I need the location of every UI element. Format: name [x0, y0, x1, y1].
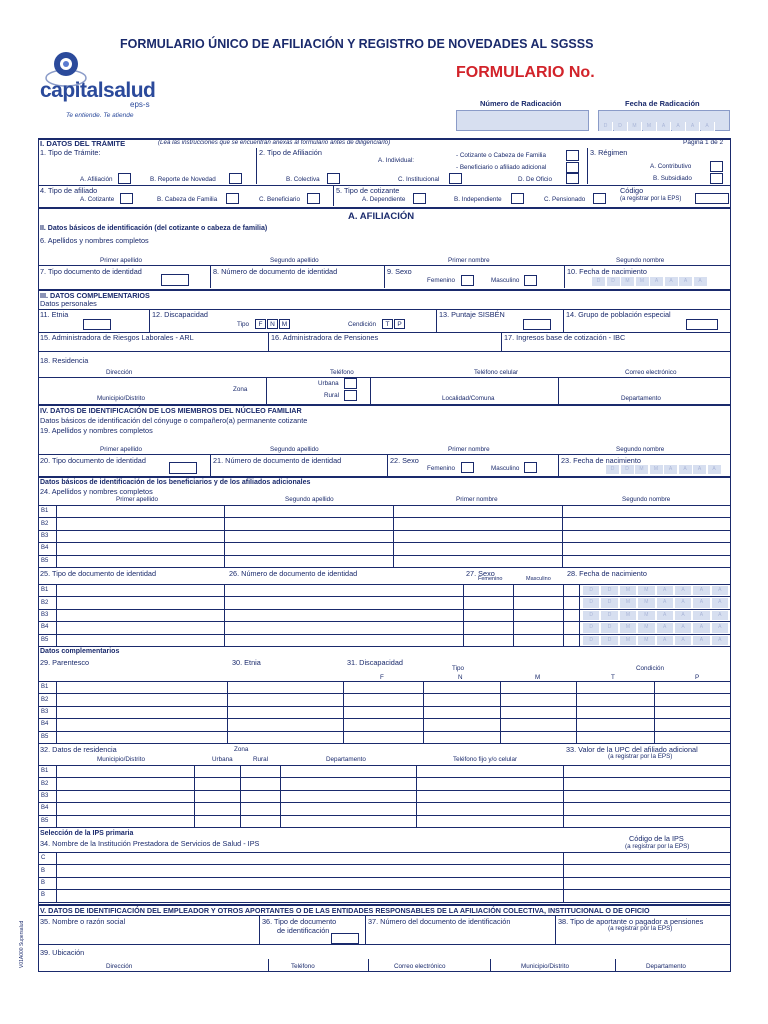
sub32-urbana: Urbana — [212, 756, 233, 763]
birth-23-date-cell[interactable]: M — [650, 465, 664, 474]
sub-telefono: Teléfono — [330, 369, 354, 376]
field-20-label: 20. Tipo documento de identidad — [40, 456, 146, 465]
field-36b-label: de identificación — [277, 926, 330, 935]
sub39-telefono: Teléfono — [291, 963, 315, 970]
field-4-label: 4. Tipo de afiliado — [40, 186, 98, 195]
sub31-n: N — [458, 674, 463, 681]
section-1-note: (Lea las instrucciones que se encuentran anexas al formulario antes de diligenciarlo) — [158, 139, 391, 146]
codigo-sublabel: (a registrar por la EPS) — [620, 196, 682, 202]
logo-tagline: Te entiende. Te atiende — [66, 112, 134, 119]
field-17-label: 17. Ingresos base de cotización - IBC — [504, 333, 626, 342]
radicacion-date-cell[interactable]: D — [599, 122, 613, 131]
row-date-cell[interactable]: M — [620, 611, 637, 620]
sub31-f: F — [380, 674, 384, 681]
sub-segundo-apellido: Segundo apellido — [270, 257, 319, 264]
sub38-registrar: (a registrar por la EPS) — [608, 925, 673, 932]
row-label: B — [41, 867, 46, 874]
radicacion-date-cell[interactable]: D — [614, 122, 628, 131]
row-label: B4 — [41, 545, 49, 552]
sub-correo: Correo electrónico — [625, 369, 677, 376]
codigo-label: Código — [620, 186, 644, 195]
zona-label: Zona — [233, 386, 248, 393]
sub24-primer-apellido: Primer apellido — [116, 496, 158, 503]
row-date-cell[interactable]: M — [620, 586, 637, 595]
sub19-segundo-nombre: Segundo nombre — [616, 446, 665, 453]
opt-beneficiario-adicional: - Beneficiario o afiliado adicional — [456, 164, 547, 171]
afiliacion-title: A. AFILIACIÓN — [348, 211, 415, 222]
company-logo — [30, 48, 180, 124]
row-label: B3 — [41, 793, 49, 799]
page-number: Página 1 de 2 — [683, 139, 724, 146]
birth-23-date-cell[interactable]: A — [693, 465, 707, 474]
field-39-label: 39. Ubicación — [40, 948, 85, 957]
row-date-cell[interactable]: A — [693, 623, 710, 632]
row-date-cell[interactable]: A — [657, 598, 674, 607]
radicacion-date-cell[interactable]: A — [686, 122, 700, 131]
row-date-cell[interactable]: M — [620, 623, 637, 632]
birth-23-date-cell[interactable]: A — [708, 465, 722, 474]
row-date-cell[interactable]: D — [583, 611, 600, 620]
opt-cotizante: A. Cotizante — [80, 196, 115, 203]
sub24-primer-nombre: Primer nombre — [456, 496, 498, 503]
opt22-masculino: Masculino — [491, 465, 520, 472]
opt-masculino: Masculino — [491, 277, 520, 284]
row-date-cell[interactable]: D — [583, 636, 600, 645]
row-label: B4 — [41, 624, 49, 631]
sub32-departamento: Departamento — [326, 756, 366, 763]
sub-localidad: Localidad/Comuna — [442, 395, 495, 402]
field-37-label: 37. Número del documento de identificación — [368, 917, 511, 926]
field-38-label: 38. Tipo de aportante o pagador a pensiones — [558, 917, 704, 926]
field-19-label: 19. Apellidos y nombres completos — [40, 426, 153, 435]
form-frame — [38, 138, 731, 972]
field-6-label: 6. Apellidos y nombres completos — [40, 236, 149, 245]
field-21-label: 21. Número de documento de identidad — [213, 456, 342, 465]
complementarios-title: Datos complementarios — [40, 648, 120, 655]
field-14-label: 14. Grupo de población especial — [566, 310, 671, 319]
row-label: B2 — [41, 520, 49, 527]
opt-subsidiado: B. Subsidiado — [653, 175, 692, 182]
section-4-title: IV. DATOS DE IDENTIFICACIÓN DE LOS MIEMBROS DEL NÚCLEO FAMILIAR — [40, 406, 302, 415]
opt-colectiva: B. Colectiva — [286, 176, 320, 183]
disc-tipo-f[interactable]: F — [255, 319, 266, 329]
row-label: B — [41, 892, 46, 899]
disc-cond-t[interactable]: T — [382, 319, 393, 329]
row-date-cell[interactable]: D — [583, 586, 600, 595]
opt-institucional: C. Institucional — [398, 176, 440, 183]
opt-reporte-novedad: B. Reporte de Novedad — [150, 176, 216, 183]
logo-subtext: eps-s — [130, 100, 150, 109]
field-32-label: 32. Datos de residencia — [40, 745, 117, 754]
field-2-label: 2. Tipo de Afiliación — [259, 148, 322, 157]
row-label: B2 — [41, 696, 49, 703]
condicion-label: Cendición — [348, 321, 377, 328]
row-date-cell[interactable]: A — [693, 636, 710, 645]
row-label: B2 — [41, 599, 49, 606]
row-label: B1 — [41, 508, 49, 515]
beneficiarios-title: Datos básicos de identificación de los beneficiarios y de los afiliados adicionales — [40, 479, 311, 486]
sub39-correo: Correo electrónico — [394, 963, 446, 970]
birth-date-cell[interactable]: M — [621, 277, 635, 286]
field-22-label: 22. Sexo — [390, 456, 419, 465]
radicacion-date-label: Fecha de Radicación — [625, 99, 700, 108]
radicacion-date-input[interactable] — [598, 110, 730, 131]
row-date-cell[interactable]: M — [638, 598, 655, 607]
sub-municipio: Municipio/Distrito — [97, 395, 145, 402]
field-27-label: 27. Sexo — [466, 569, 495, 578]
ips-title: Selección de la IPS primaria — [40, 830, 134, 837]
sub31-condicion: Condición — [636, 665, 665, 672]
birth-date-cell[interactable]: A — [679, 277, 693, 286]
row-date-cell[interactable]: M — [638, 586, 655, 595]
row-date-cell[interactable]: A — [675, 598, 692, 607]
radicacion-date-cell[interactable]: M — [628, 122, 642, 131]
sub27-femenino: Femenino — [478, 576, 503, 582]
row-date-cell[interactable]: A — [657, 636, 674, 645]
field-34-label: 34. Nombre de la Institución Prestadora de Servicios de Salud - IPS — [40, 839, 260, 848]
row-label: B4 — [41, 805, 49, 812]
field-26-label: 26. Número de documento de identidad — [229, 569, 358, 578]
field-30-label: 30. Etnia — [232, 658, 261, 667]
row-label: B — [41, 880, 46, 886]
field-10-label: 10. Fecha de nacimiento — [567, 267, 647, 276]
field-18-label: 18. Residencia — [40, 356, 89, 365]
radicacion-number-input[interactable] — [456, 110, 589, 131]
form-number-label: FORMULARIO No. — [456, 64, 595, 81]
radicacion-date-cell[interactable]: A — [672, 122, 686, 131]
field-24-label: 24. Apellidos y nombres completos — [40, 487, 153, 496]
radicacion-date-cell[interactable]: A — [657, 122, 671, 131]
opt-rural: Rural — [324, 392, 340, 399]
row-label: C — [41, 855, 46, 862]
radicacion-number-label: Número de Radicación — [480, 99, 562, 108]
field-1-label: 1. Tipo de Trámite: — [40, 148, 101, 157]
row-date-cell[interactable]: M — [620, 636, 637, 645]
opt-contributivo: A. Contributivo — [650, 163, 692, 170]
logo-text: capitalsalud — [40, 79, 156, 102]
field-35-label: 35. Nombre o razón social — [40, 917, 126, 926]
row-date-cell[interactable]: D — [583, 623, 600, 632]
row-date-cell[interactable]: M — [638, 611, 655, 620]
row-date-cell[interactable]: A — [693, 586, 710, 595]
birth-23-date-cell[interactable]: D — [621, 465, 635, 474]
sub39-direccion: Dirección — [106, 963, 133, 970]
sub24-segundo-nombre: Segundo nombre — [622, 496, 671, 503]
row-label: B3 — [41, 709, 49, 715]
birth-date-cell[interactable]: A — [650, 277, 664, 286]
opt-de-oficio: D. De Oficio — [518, 176, 552, 183]
row-label: B1 — [41, 684, 49, 691]
sub-primer-apellido: Primer apellido — [100, 257, 142, 264]
ips-code-sub: (a registrar por la EPS) — [625, 843, 690, 850]
row-date-cell[interactable]: A — [712, 611, 729, 620]
disc-tipo-m[interactable]: M — [279, 319, 290, 329]
birth-date-cell[interactable]: A — [694, 277, 708, 286]
row-label: B5 — [41, 557, 49, 564]
sub31-t: T — [611, 674, 615, 681]
field-23-label: 23. Fecha de nacimiento — [561, 456, 641, 465]
field-7-label: 7. Tipo documento de identidad — [40, 267, 142, 276]
row-date-cell[interactable]: A — [675, 623, 692, 632]
row-date-cell[interactable]: M — [620, 598, 637, 607]
field-9-label: 9. Sexo — [387, 267, 412, 276]
sub31-tipo: Tipo — [452, 665, 465, 672]
radicacion-date-cell[interactable]: M — [643, 122, 657, 131]
side-text: V01A000 Supersalud — [19, 920, 25, 968]
opt-cabeza-familia: B. Cabeza de Familia — [157, 196, 218, 203]
opt-cotizante-cabeza: - Cotizante o Cabeza de Familia — [456, 152, 546, 159]
sub-primer-nombre: Primer nombre — [448, 257, 490, 264]
row-label: B1 — [41, 587, 49, 594]
field-15-label: 15. Administradora de Riesgos Laborales - ARL — [40, 333, 194, 342]
row-date-cell[interactable]: A — [693, 611, 710, 620]
sub32-zona: Zona — [234, 746, 249, 753]
row-date-cell[interactable]: A — [675, 611, 692, 620]
row-date-cell[interactable]: A — [657, 611, 674, 620]
form-title: FORMULARIO ÚNICO DE AFILIACIÓN Y REGISTRO DE NOVEDADES AL SGSSS — [120, 37, 594, 51]
row-label: B3 — [41, 533, 49, 539]
row-date-cell[interactable]: D — [601, 623, 618, 632]
sub27-masculino: Masculino — [526, 576, 551, 582]
opt-femenino: Femenino — [427, 277, 456, 284]
section-1-title: I. DATOS DEL TRÁMITE — [40, 139, 126, 148]
row-date-cell[interactable]: A — [675, 636, 692, 645]
row-date-cell[interactable]: D — [601, 611, 618, 620]
sub-segundo-nombre: Segundo nombre — [616, 257, 665, 264]
ips-code-label: Código de la IPS — [629, 834, 684, 843]
sub-telefono-celular: Teléfono celular — [474, 369, 519, 376]
birth-23-date-cell[interactable]: A — [664, 465, 678, 474]
disc-tipo-n[interactable]: N — [267, 319, 278, 329]
sub39-departamento: Departamento — [646, 963, 686, 970]
row-date-cell[interactable]: A — [693, 598, 710, 607]
field-31-label: 31. Discapacidad — [347, 658, 403, 667]
radicacion-date-cell[interactable]: A — [701, 122, 715, 131]
field-13-label: 13. Puntaje SISBÉN — [439, 310, 505, 319]
opt-beneficiario: C. Beneficiario — [259, 196, 300, 203]
sub32-municipio: Municipio/Distrito — [97, 756, 145, 763]
field-12-label: 12. Discapacidad — [152, 310, 208, 319]
row-date-cell[interactable]: A — [675, 586, 692, 595]
field-29-label: 29. Parentesco — [40, 658, 90, 667]
birth-date-cell[interactable]: A — [665, 277, 679, 286]
field-5-label: 5. Tipo de cotizante — [336, 186, 400, 195]
row-label: B5 — [41, 817, 49, 824]
row-date-cell[interactable]: A — [657, 586, 674, 595]
section-5-title: V. DATOS DE IDENTIFICACIÓN DEL EMPLEADOR Y OTROS APORTANTES O DE LAS ENTIDADES RESPONSABLES DE LA AFILIACIÓN COLECTIVA, INSTITUCIONAL O DE OFICIO — [40, 906, 650, 915]
birth-23-date-cell[interactable]: A — [679, 465, 693, 474]
row-date-cell[interactable]: D — [601, 636, 618, 645]
individual-label: A. Individual: — [378, 157, 415, 164]
sub-direccion: Dirección — [106, 369, 133, 376]
birth-23-date-cell[interactable]: D — [606, 465, 620, 474]
section-3-title: III. DATOS COMPLEMENTARIOS — [40, 291, 150, 300]
sub31-m: M — [535, 674, 541, 681]
row-date-cell[interactable]: M — [638, 636, 655, 645]
birth-date-cell[interactable]: D — [607, 277, 621, 286]
row-label: B5 — [41, 733, 49, 740]
opt-urbana: Urbana — [318, 380, 339, 387]
section-4-sub: Datos básicos de identificación del cónyuge o compañero(a) permanente cotizante — [40, 416, 308, 425]
birth-date-cell[interactable]: M — [636, 277, 650, 286]
field-8-label: 8. Número de documento de identidad — [213, 267, 338, 276]
sub39-municipio: Municipio/Distrito — [521, 963, 569, 970]
sub19-primer-apellido: Primer apellido — [100, 446, 142, 453]
row-label: B2 — [41, 780, 49, 787]
section-2-title: II. Datos básicos de identificación (del cotizante o cabeza de familia) — [40, 225, 268, 232]
field-33-label: 33. Valor de la UPC del afiliado adicional — [566, 745, 698, 754]
field-25-label: 25. Tipo de documento de identidad — [40, 569, 157, 578]
sub19-primer-nombre: Primer nombre — [448, 446, 490, 453]
row-date-cell[interactable]: A — [712, 623, 729, 632]
opt22-femenino: Femenino — [427, 465, 456, 472]
birth-date-cell[interactable]: D — [592, 277, 606, 286]
row-date-cell[interactable]: A — [712, 586, 729, 595]
row-date-cell[interactable]: A — [712, 636, 729, 645]
row-date-cell[interactable]: D — [583, 598, 600, 607]
row-date-cell[interactable]: D — [601, 586, 618, 595]
row-date-cell[interactable]: D — [601, 598, 618, 607]
sub32-rural: Rural — [253, 756, 269, 763]
row-date-cell[interactable]: M — [638, 623, 655, 632]
row-date-cell[interactable]: A — [657, 623, 674, 632]
sub19-segundo-apellido: Segundo apellido — [270, 446, 319, 453]
sub31-p: P — [695, 674, 700, 681]
opt-afiliacion: A. Afiliación — [80, 176, 113, 183]
birth-23-date-cell[interactable]: M — [635, 465, 649, 474]
sub33-registrar: (a registrar por la EPS) — [608, 753, 673, 760]
field-16-label: 16. Administradora de Pensiones — [271, 333, 379, 342]
opt-independiente: B. Independiente — [454, 196, 502, 203]
row-label: B1 — [41, 768, 49, 775]
tipo-label: Tipo — [237, 321, 250, 328]
sub-departamento: Departamento — [621, 395, 661, 402]
field-11-label: 11. Etnia — [40, 310, 69, 319]
row-label: B5 — [41, 636, 49, 643]
row-date-cell[interactable]: A — [712, 598, 729, 607]
field-36a-label: 36. Tipo de documento — [262, 917, 337, 926]
section-3-sub: Datos personales — [40, 299, 97, 308]
disc-cond-p[interactable]: P — [394, 319, 405, 329]
sub24-segundo-apellido: Segundo apellido — [285, 496, 334, 503]
row-label: B3 — [41, 612, 49, 618]
opt-pensionado: C. Pensionado — [544, 196, 586, 203]
field-28-label: 28. Fecha de nacimiento — [567, 569, 647, 578]
opt-dependiente: A. Dependiente — [362, 196, 406, 203]
row-label: B4 — [41, 721, 49, 728]
field-3-label: 3. Régimen — [590, 148, 628, 157]
sub32-telefono: Teléfono fijo y/o celular — [453, 756, 518, 763]
